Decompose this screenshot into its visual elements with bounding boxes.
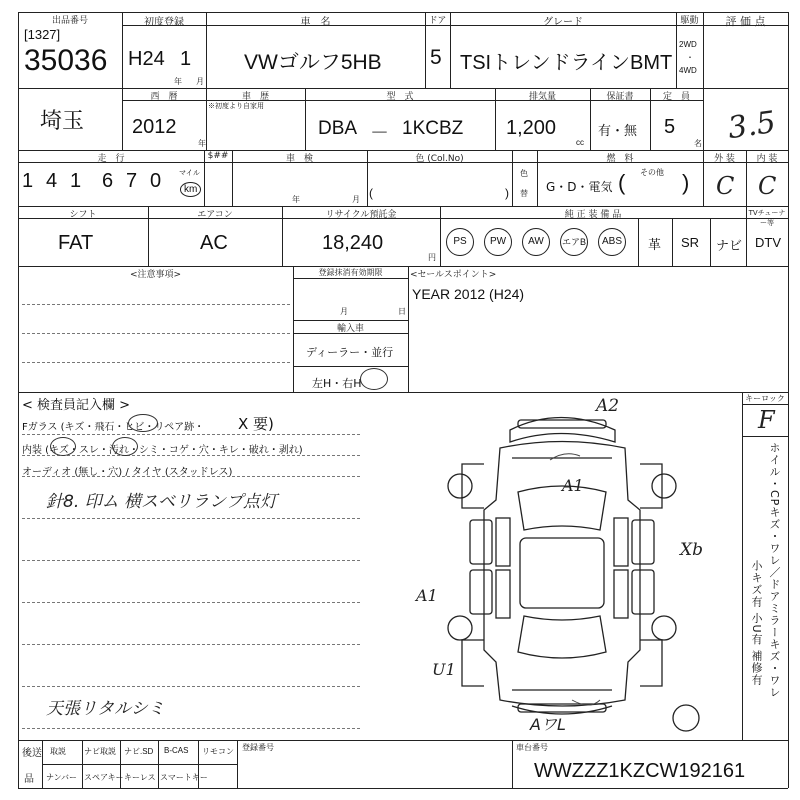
mileage-digit: 6 bbox=[102, 170, 114, 192]
footer-item-navi-manual: ナビ取説 bbox=[84, 747, 116, 756]
model-year-unit: 年 bbox=[198, 139, 206, 148]
interior-label: 内 装 bbox=[756, 154, 778, 164]
inspection-month-unit: 月 bbox=[352, 195, 360, 204]
footer-item-plate: ナンバー bbox=[46, 773, 78, 782]
delivery-label-top: 後送 bbox=[22, 748, 42, 759]
delivery-label-bottom: 品 bbox=[24, 774, 34, 785]
notes-label: <注意事項> bbox=[129, 270, 182, 280]
dealer-parallel: ディーラー・並行 bbox=[306, 346, 394, 359]
damage-mark-xb: Xb bbox=[680, 540, 703, 560]
car-name-label: 車 名 bbox=[300, 17, 331, 28]
interior-grade: C bbox=[758, 172, 777, 200]
color-change-bottom: 替 bbox=[520, 189, 528, 198]
mileage-digit: 0 bbox=[150, 170, 162, 192]
fuel-value: G・D・電気 bbox=[546, 180, 613, 194]
rating-label: 評 価 点 bbox=[725, 15, 766, 28]
handwritten-note-1: 針8. 印ム 横スベリランプ点灯 bbox=[46, 492, 278, 512]
damage-mark-a1-side: A1 bbox=[416, 586, 438, 605]
car-name: VWゴルフ5HB bbox=[244, 51, 382, 74]
shift-label: シフト bbox=[69, 210, 97, 220]
legend-damage-1: ホイル・CPキズ・ワレ／ドアミラーキズ・ワレ bbox=[768, 442, 781, 699]
mileage-label: 走 行 bbox=[97, 154, 125, 164]
model-label: 型 式 bbox=[386, 92, 414, 102]
legend-damage-2: 小キズ有 小U有 補修有 bbox=[750, 560, 763, 687]
warranty: 有・無 bbox=[598, 124, 638, 139]
import-label: 輸入車 bbox=[336, 324, 364, 334]
keylock-value: F bbox=[758, 406, 775, 434]
doors: 5 bbox=[430, 46, 442, 69]
mileage-digit: 1 bbox=[22, 170, 34, 192]
displacement-unit: cc bbox=[576, 138, 584, 147]
fuel-paren-open: ( bbox=[618, 170, 626, 195]
history-note: ※初度より自家用 bbox=[208, 103, 264, 110]
handle-side: 左H・右H bbox=[312, 377, 362, 390]
exterior-grade: C bbox=[716, 172, 735, 200]
year-label: 西 暦 bbox=[150, 92, 178, 102]
mileage-unit-mile: マイル bbox=[179, 170, 200, 177]
color-paren-open: ( bbox=[369, 186, 373, 200]
footer-item-remote: リモコン bbox=[202, 747, 234, 756]
audio-tire-line: オーディオ (無し・穴) / タイヤ (スタッドレス) bbox=[22, 467, 233, 478]
damage-mark-u1: U1 bbox=[432, 660, 456, 679]
displacement-label: 排気量 bbox=[528, 92, 556, 102]
aircon-label: エアコン bbox=[197, 210, 233, 220]
history-label: 車 歴 bbox=[241, 92, 269, 102]
recycle-unit: 円 bbox=[428, 253, 436, 262]
aircon: AC bbox=[200, 232, 228, 254]
color-paren-close: ) bbox=[505, 186, 509, 200]
registration-number-label: 登録番号 bbox=[242, 743, 274, 752]
interior-dirt-circle bbox=[112, 437, 138, 456]
interior-scratch-circle bbox=[50, 437, 76, 456]
equipment-dtv: DTV bbox=[755, 235, 781, 250]
first-registration-month: 1 bbox=[180, 48, 192, 70]
sales-point: YEAR 2012 (H24) bbox=[412, 286, 525, 302]
tuner-label: TVチューナー等 bbox=[748, 209, 786, 227]
mileage-digit: 1 bbox=[70, 170, 82, 192]
equipment-leather: 革 bbox=[648, 238, 662, 253]
fuel-label: 燃 料 bbox=[606, 154, 634, 164]
footer-item-bcas: B-CAS bbox=[164, 746, 189, 755]
fuel-paren-close: ) bbox=[682, 170, 690, 195]
shift: FAT bbox=[58, 232, 94, 254]
registration-month-unit: 月 bbox=[340, 307, 348, 316]
car-diagram bbox=[400, 400, 740, 740]
displacement: 1,200 bbox=[506, 117, 557, 139]
inspection-label: 車 検 bbox=[285, 154, 313, 164]
color-label: 色 (Col.No) bbox=[415, 154, 464, 164]
equipment-abs-badge: ABS bbox=[598, 228, 626, 256]
damage-mark-a1-hood: A1 bbox=[562, 476, 584, 495]
equipment-label: 純 正 装 備 品 bbox=[564, 210, 622, 220]
sales-point-label: <セールスポイント> bbox=[410, 270, 497, 280]
equipment-navi: ナビ bbox=[716, 239, 743, 254]
first-registration-year-unit: 年 bbox=[174, 77, 182, 86]
swap-label: $## bbox=[207, 151, 229, 161]
glass-mark: X 要) bbox=[238, 415, 274, 433]
equipment-sunroof: SR bbox=[681, 235, 700, 250]
keylock-label: キーロック bbox=[745, 394, 785, 403]
right-hand-circle bbox=[360, 368, 388, 390]
recycle-label: リサイクル預託金 bbox=[325, 210, 397, 220]
drive-label: 駆動 bbox=[680, 16, 699, 26]
glass-chip-circle bbox=[128, 414, 158, 432]
mileage-unit-km: km bbox=[180, 182, 201, 197]
capacity-unit: 名 bbox=[694, 139, 702, 148]
damage-mark-awl: AワL bbox=[530, 715, 566, 734]
grade: TSIトレンドラインBMT bbox=[460, 52, 673, 74]
inspector-title: < 検査員記入欄 > bbox=[22, 398, 131, 413]
first-registration-label: 初度登録 bbox=[144, 17, 184, 28]
warranty-label: 保証書 bbox=[606, 92, 634, 102]
location: 埼玉 bbox=[40, 109, 85, 134]
fuel-other: その他 bbox=[640, 168, 664, 177]
mileage-digit: 4 bbox=[46, 170, 58, 192]
capacity: 5 bbox=[664, 116, 676, 138]
lot-number-bracket: [1327] bbox=[24, 27, 61, 42]
exterior-label: 外 装 bbox=[714, 154, 735, 164]
grade-label: グレード bbox=[543, 17, 583, 28]
footer-item-manual: 取説 bbox=[50, 747, 66, 756]
interior-line: 内装 (キズ・スレ・汚れ・シミ・コゲ・穴・キレ・破れ・剥れ) bbox=[22, 445, 303, 456]
drive-2wd: 2WD bbox=[679, 40, 697, 49]
drive-4wd: 4WD bbox=[679, 66, 697, 75]
handwritten-note-2: 天張リタルシミ bbox=[46, 699, 165, 719]
first-registration-era: H24 bbox=[128, 48, 165, 70]
equipment-pw-badge: PW bbox=[484, 228, 512, 256]
vin-label: 車台番号 bbox=[516, 743, 548, 752]
model-code: 1KCBZ bbox=[402, 118, 464, 139]
model-prefix: DBA bbox=[318, 118, 358, 139]
equipment-airbag-badge: エアB bbox=[560, 228, 588, 256]
model-year: 2012 bbox=[132, 116, 177, 138]
first-registration-month-unit: 月 bbox=[196, 77, 204, 86]
recycle-fee: 18,240 bbox=[322, 232, 384, 254]
color-change-top: 色 bbox=[520, 169, 528, 178]
glass-line: Fガラス (キズ・飛石・ヒビ・リペア跡・ bbox=[22, 422, 205, 433]
footer-item-smart-key: スマートキー bbox=[160, 773, 208, 782]
footer-item-navi-sd: ナビ.SD bbox=[124, 747, 154, 756]
lot-number-label: 出品番号 bbox=[51, 16, 88, 26]
mileage-digit: 7 bbox=[126, 170, 138, 192]
inspection-year-unit: 年 bbox=[292, 195, 300, 204]
footer-item-spare-key: スペアキー bbox=[84, 773, 124, 782]
drive-dot: ・ bbox=[686, 53, 694, 62]
registration-day-unit: 日 bbox=[398, 307, 406, 316]
capacity-label: 定 員 bbox=[662, 92, 690, 102]
equipment-ps-badge: PS bbox=[446, 228, 474, 256]
lot-number: 35036 bbox=[24, 44, 108, 77]
vin: WWZZZ1KZCW192161 bbox=[534, 760, 746, 782]
footer-item-keyless: キーレス bbox=[124, 773, 156, 782]
model-dash: － bbox=[370, 123, 390, 144]
door-label: ドア bbox=[428, 16, 447, 26]
registration-expiry-label: 登録抹消有効期限 bbox=[318, 268, 383, 277]
equipment-aw-badge: AW bbox=[522, 228, 550, 256]
damage-mark-a2: A2 bbox=[596, 396, 620, 416]
rating-value: 3.5 bbox=[725, 104, 778, 147]
